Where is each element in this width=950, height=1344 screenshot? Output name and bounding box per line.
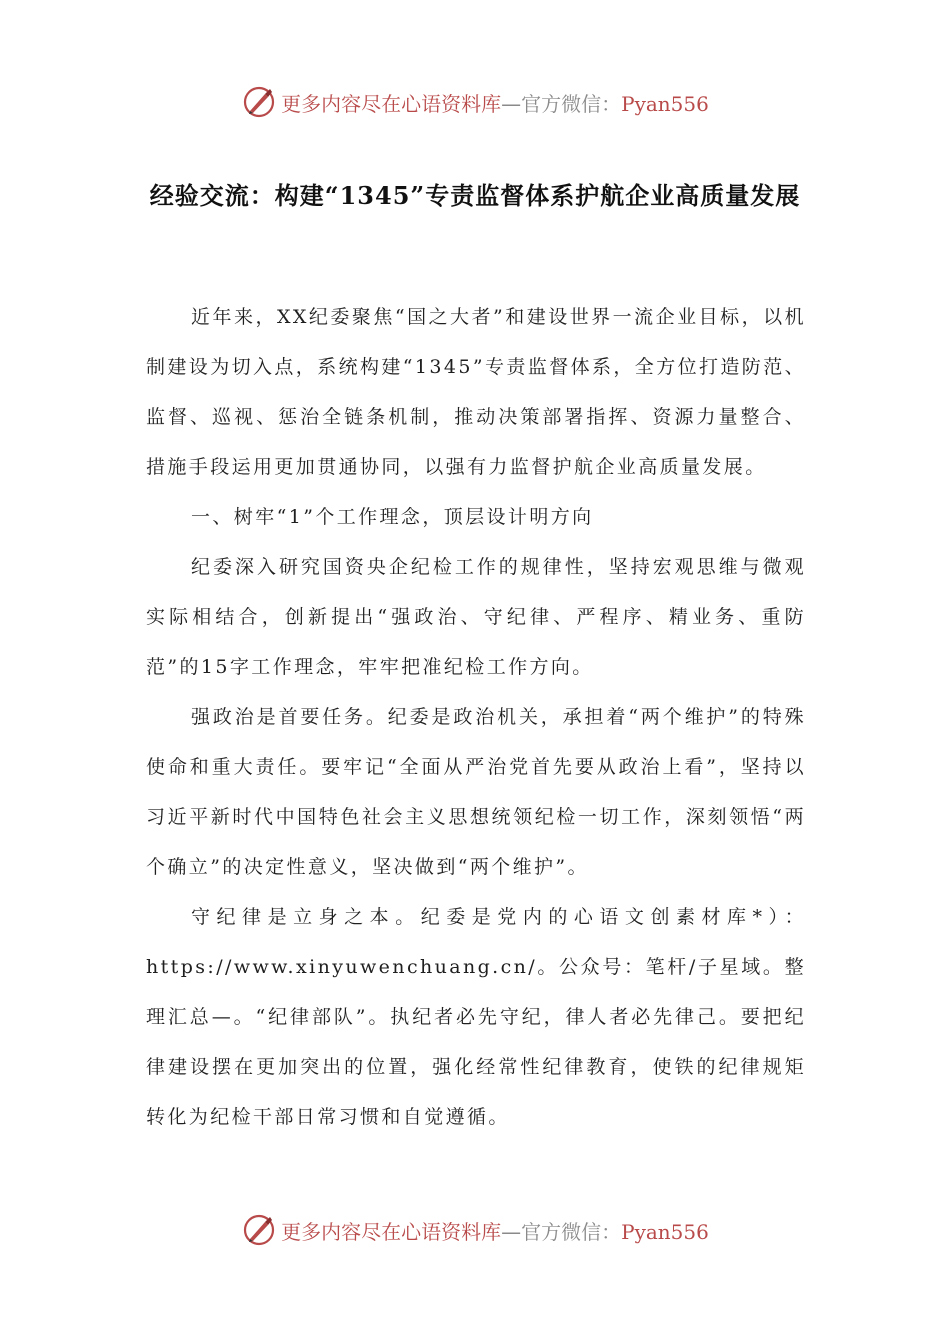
paragraph-politics: 强政治是首要任务。纪委是政治机关，承担着“两个维护”的特殊使命和重大责任。要牢记“全面从严治党首先要从政治上看”，坚持以习近平新时代中国特色社会主义思想统领纪检一切工作，深刻领悟“两个确立”的决定性意义，坚决做到“两个维护”。	[146, 706, 806, 878]
banner-main-text: 更多内容尽在心语资料库	[281, 1219, 502, 1244]
paragraph-concept: 纪委深入研究国资央企纪检工作的规律性，坚持宏观思维与微观实际相结合，创新提出“强政治、守纪律、严程序、精业务、重防范”的15字工作理念，牢牢把准纪检工作方向。	[146, 556, 806, 678]
banner-dash: —	[501, 1219, 522, 1244]
banner-wechat-id: Pyan556	[621, 91, 709, 116]
banner-dash: —	[501, 91, 522, 116]
paragraph-intro: 近年来，XX纪委聚焦“国之大者”和建设世界一流企业目标，以机制建设为切入点，系统构建“1345”专责监督体系，全方位打造防范、监督、巡视、惩治全链条机制，推动决策部署指挥、资源力量整合、措施手段运用更加贯通协同，以强有力监督护航企业高质量发展。	[146, 306, 806, 478]
banner-text	[281, 88, 709, 117]
header-banner	[0, 82, 950, 122]
banner-main-text: 更多内容尽在心语资料库	[281, 91, 502, 116]
document-body	[146, 292, 806, 1142]
banner-wechat-id: Pyan556	[621, 1219, 709, 1244]
banner-official-label: 官方微信：	[521, 91, 622, 116]
document-title: 经验交流：构建“1345”专责监督体系护航企业高质量发展	[149, 181, 801, 210]
footer-banner	[0, 1210, 950, 1250]
pen-seal-logo-icon	[241, 84, 277, 120]
pen-seal-logo-icon	[241, 1212, 277, 1248]
paragraph-discipline: 守纪律是立身之本。纪委是党内的心语文创素材库*）：https://www.xinyuwenchuang.cn/。公众号：笔杆/子星域。整理汇总—。“纪律部队”。执纪者必先守纪，律人者必先律己。要把纪律建设摆在更加突出的位置，强化经常性纪律教育，使铁的纪律规矩转化为纪检干部日常习惯和自觉遵循。	[146, 906, 806, 1128]
banner-official-label: 官方微信：	[521, 1219, 622, 1244]
banner-text	[281, 1216, 709, 1245]
section-heading-1: 一、树牢“1”个工作理念，顶层设计明方向	[191, 506, 594, 528]
